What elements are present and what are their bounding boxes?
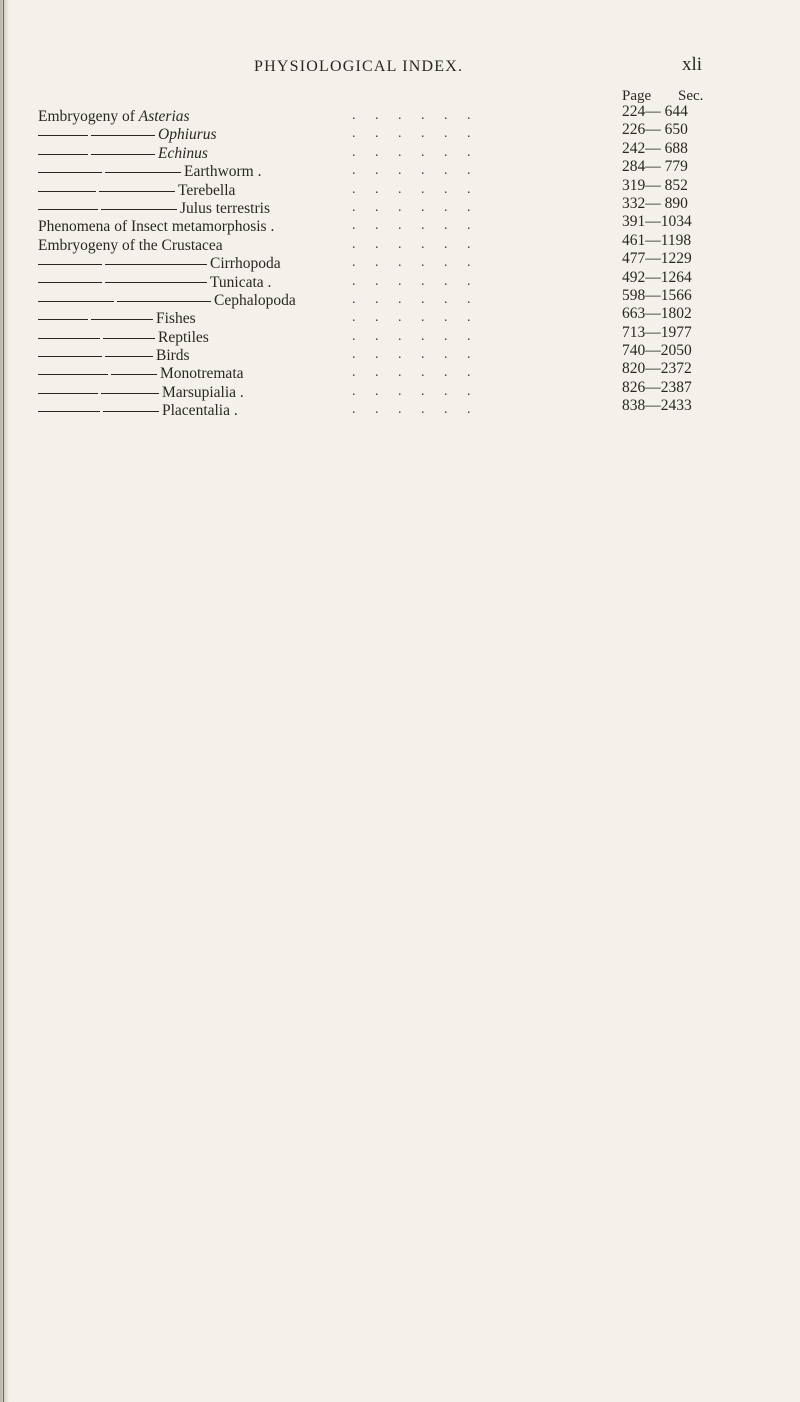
ditto-rule — [105, 172, 181, 173]
ditto-rule — [91, 154, 155, 155]
entry-label — [38, 310, 196, 328]
page-section-reference: 461—1198 — [622, 231, 692, 249]
page-section-reference: 838—2433 — [622, 397, 692, 415]
entry-label — [38, 292, 296, 310]
dot-leaders: . . . . . . — [352, 273, 479, 289]
page-section-reference: 820—2372 — [622, 360, 692, 378]
page-section-reference: 492—1264 — [622, 268, 692, 286]
ditto-rule — [38, 356, 102, 357]
ditto-rule — [38, 191, 96, 192]
ditto-rule — [38, 264, 102, 265]
page-section-reference: 226— 650 — [622, 121, 688, 139]
ditto-rule — [103, 338, 155, 339]
dot-leaders: . . . . . . — [352, 199, 479, 215]
dot-leaders: . . . . . . — [352, 236, 479, 252]
entry-subject: Ophiurus — [158, 126, 217, 144]
entry-label — [38, 182, 235, 200]
page-section-reference: 713—1977 — [622, 323, 692, 341]
dot-leaders: . . . . . . — [352, 383, 479, 399]
dot-leaders: . . . . . . — [352, 181, 479, 197]
page-section-reference: 224— 644 — [622, 103, 688, 120]
ditto-rule — [38, 135, 88, 136]
ditto-rule — [38, 319, 88, 320]
page-section-reference: 826—2387 — [622, 378, 692, 396]
entry-label — [38, 145, 208, 163]
entry-label — [38, 200, 270, 218]
ditto-rule — [38, 154, 88, 155]
ditto-rule — [103, 411, 159, 412]
entry-prefix: Embryogeny of — [38, 108, 139, 125]
dot-leaders: . . . . . . — [352, 347, 479, 363]
entry-prefix: Embryogeny of the Crustacea — [38, 236, 223, 254]
entry-label — [38, 218, 274, 236]
page-section-reference: 242— 688 — [622, 139, 688, 157]
entry-subject: Reptiles — [158, 328, 209, 346]
ditto-rule — [105, 282, 207, 283]
page-section-reference: 477—1229 — [622, 250, 692, 268]
ditto-rule — [101, 393, 159, 394]
page-section-reference: 740—2050 — [622, 342, 692, 360]
entry-subject: Monotremata — [160, 365, 244, 383]
page-section-reference: 391—1034 — [622, 213, 692, 231]
dot-leaders: . . . . . . — [352, 402, 479, 418]
ditto-rule — [38, 172, 102, 173]
entry-subject: Marsupialia . — [162, 383, 244, 401]
entry-label — [38, 126, 217, 144]
entry-subject: Cirrhopoda — [210, 255, 281, 273]
ditto-rule — [111, 374, 157, 375]
page-number: xli — [682, 54, 703, 75]
ditto-rule — [99, 191, 175, 192]
page-section-reference: 663—1802 — [622, 305, 692, 323]
ditto-rule — [38, 411, 100, 412]
entry-subject: Earthworm . — [184, 163, 262, 181]
entry-subject: Asterias — [138, 108, 190, 125]
ditto-rule — [117, 301, 211, 302]
ditto-rule — [38, 374, 108, 375]
dot-leaders: . . . . . . — [352, 108, 479, 123]
ditto-rule — [105, 356, 153, 357]
entry-label — [38, 108, 190, 126]
dot-leaders: . . . . . . — [352, 126, 479, 142]
ditto-rule — [38, 301, 114, 302]
entry-label — [38, 255, 281, 273]
entry-label — [38, 329, 209, 347]
running-head: PHYSIOLOGICAL INDEX. — [254, 58, 464, 75]
dot-leaders: . . . . . . — [352, 218, 479, 234]
ditto-rule — [101, 209, 177, 210]
section-column-header: Sec. — [678, 88, 704, 104]
index-entries — [0, 103, 800, 421]
dot-leaders: . . . . . . — [352, 163, 479, 179]
page-section-reference: 284— 779 — [622, 158, 688, 176]
entry-label — [38, 402, 238, 420]
entry-label — [38, 365, 244, 383]
entry-subject: Placentalia . — [162, 402, 238, 420]
page-section-reference: 332— 890 — [622, 194, 688, 212]
ditto-rule — [38, 338, 100, 339]
entry-label — [38, 237, 223, 255]
entry-subject: Cephalopoda — [214, 291, 296, 309]
dot-leaders: . . . . . . — [352, 255, 479, 271]
entry-subject: Birds — [156, 347, 190, 365]
dot-leaders: . . . . . . — [352, 365, 479, 381]
dot-leaders: . . . . . . — [352, 291, 479, 307]
entry-subject: Fishes — [156, 310, 196, 328]
dot-leaders: . . . . . . — [352, 144, 479, 160]
page-section-reference: 319— 852 — [622, 176, 688, 194]
ditto-rule — [38, 393, 98, 394]
dot-leaders: . . . . . . — [352, 310, 479, 326]
dot-leaders: . . . . . . — [352, 328, 479, 344]
entry-subject: Tunicata . — [210, 273, 272, 291]
ditto-rule — [91, 135, 155, 136]
ditto-rule — [105, 264, 207, 265]
page-section-reference: 598—1566 — [622, 286, 692, 304]
entry-subject: Echinus — [158, 144, 208, 162]
page-column-header: Page — [622, 88, 652, 104]
entry-label — [38, 347, 190, 365]
index-entry — [0, 397, 800, 420]
entry-subject: Julus terrestris — [180, 199, 270, 217]
entry-subject: Terebella — [178, 181, 236, 199]
entry-label — [38, 274, 271, 292]
ditto-rule — [91, 319, 153, 320]
entry-label — [38, 163, 261, 181]
entry-prefix: Phenomena of Insect metamorphosis . — [38, 218, 275, 236]
ditto-rule — [38, 209, 98, 210]
ditto-rule — [38, 282, 102, 283]
entry-label — [38, 384, 244, 402]
